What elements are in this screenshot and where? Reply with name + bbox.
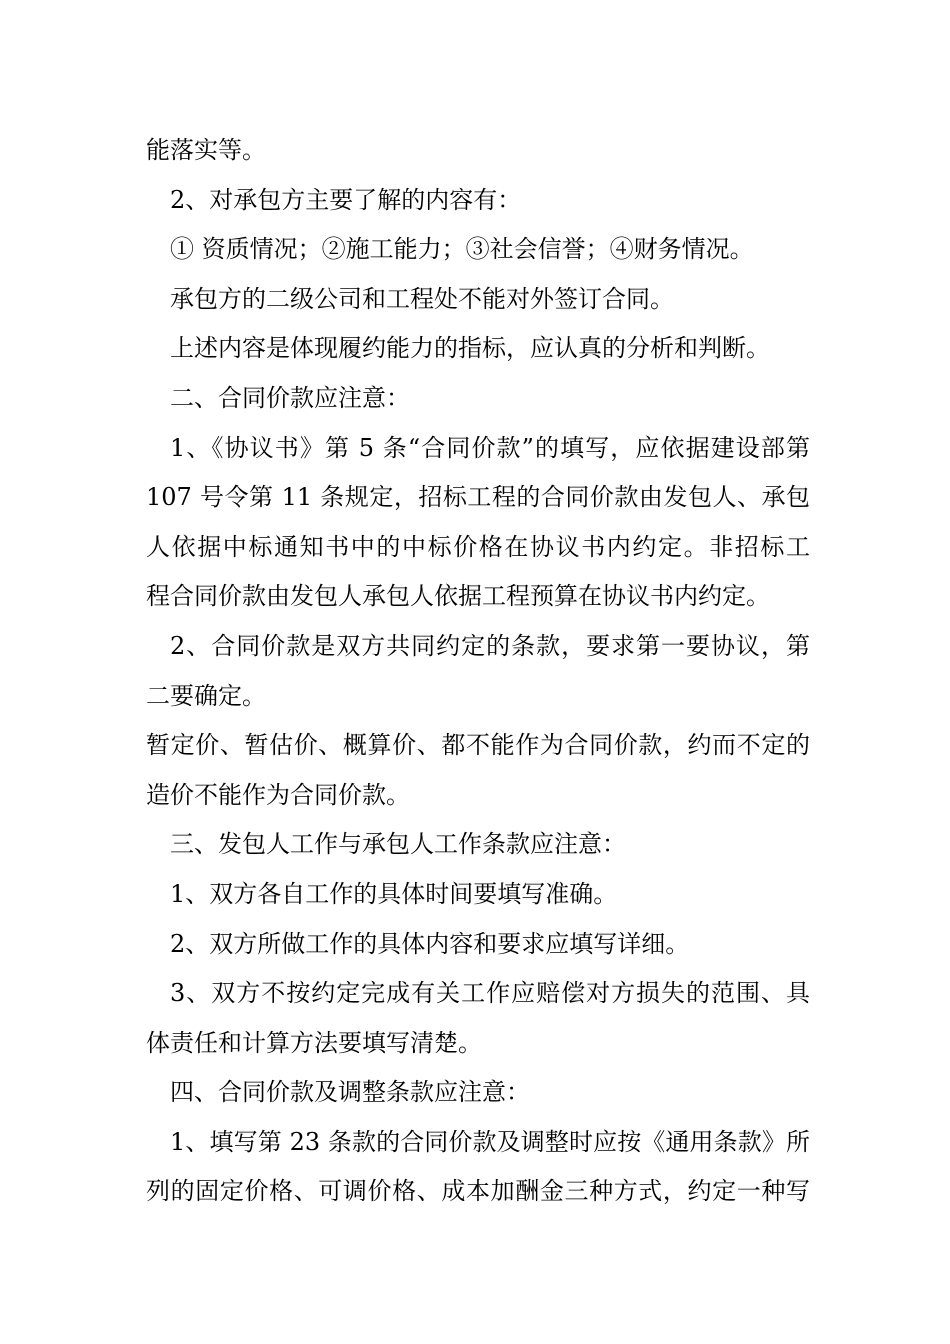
text-line: 承包方的二级公司和工程处不能对外签订合同。	[170, 284, 674, 313]
text-line: 体责任和计算方法要填写清楚。	[146, 1028, 482, 1057]
text-line: 1、《协议书》第 5 条“合同价款”的填写，应依据建设部第	[170, 433, 810, 462]
text-line: 能落实等。	[146, 136, 266, 164]
document-body	[146, 126, 810, 1217]
text-line: 1、双方各自工作的具体时间要填写准确。	[170, 879, 618, 908]
text-line: 1、填写第 23 条款的合同价款及调整时应按《通用条款》所	[170, 1127, 810, 1156]
text-line: 上述内容是体现履约能力的指标，应认真的分析和判断。	[170, 334, 770, 363]
text-line: 二要确定。	[146, 681, 266, 710]
text-line: 107 号令第 11 条规定，招标工程的合同价款由发包人、承包	[146, 483, 810, 512]
text-line: 程合同价款由发包人承包人依据工程预算在协议书内约定。	[146, 582, 770, 611]
text-line: 3、双方不按约定完成有关工作应赔偿对方损失的范围、具	[170, 979, 810, 1008]
text-line: 2、对承包方主要了解的内容有：	[170, 185, 522, 214]
text-line: ① 资质情况；②施工能力；③社会信誉；④财务情况。	[170, 235, 754, 264]
text-line: 2、合同价款是双方共同约定的条款，要求第一要协议，第	[170, 631, 810, 660]
text-line: 暂定价、暂估价、概算价、都不能作为合同价款，约而不定的	[146, 731, 810, 760]
text-line: 造价不能作为合同价款。	[146, 780, 410, 809]
text-line: 列的固定价格、可调价格、成本加酬金三种方式，约定一种写	[146, 1177, 810, 1206]
section-heading: 四、合同价款及调整条款应注意：	[170, 1078, 530, 1107]
section-heading: 三、发包人工作与承包人工作条款应注意：	[170, 830, 626, 859]
text-line: 人依据中标通知书中的中标价格在协议书内约定。非招标工	[146, 532, 810, 561]
text-line: 2、双方所做工作的具体内容和要求应填写详细。	[170, 929, 690, 958]
section-heading: 二、合同价款应注意：	[170, 383, 410, 412]
